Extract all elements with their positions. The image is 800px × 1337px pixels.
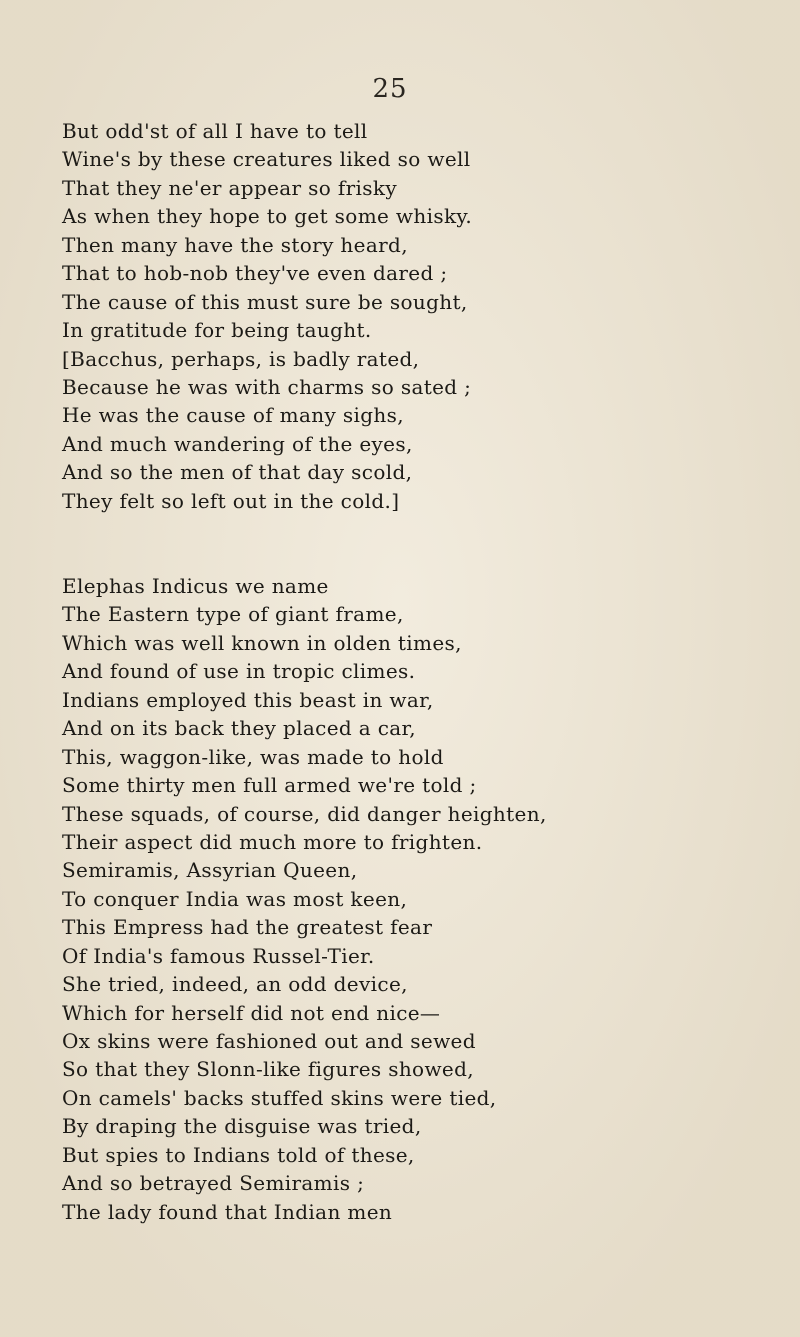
verse-line: Their aspect did much more to frighten.	[62, 829, 483, 854]
verse-line: As when they hope to get some whisky.	[62, 204, 473, 229]
verse-line: On camels' backs stuffed skins were tied,	[62, 1085, 497, 1110]
verse-line: [Bacchus, perhaps, is badly rated,	[62, 346, 420, 371]
page-number: 25	[372, 74, 408, 104]
verse-line: So that they Slonn-like figures showed,	[62, 1057, 474, 1082]
verse-line: Elephas Indicus we name	[62, 574, 329, 598]
verse-line: These squads, of course, did danger heighten,	[62, 801, 547, 826]
verse-line: Some thirty men full armed we're told ;	[62, 773, 477, 798]
verse-line: And on its back they placed a car,	[62, 716, 416, 741]
verse-line: Which for herself did not end nice—	[62, 1000, 441, 1025]
verse-line: Of India's famous Russel-Tier.	[62, 943, 375, 968]
verse-line: They felt so left out in the cold.]	[62, 488, 400, 513]
verse-line: The Eastern type of giant frame,	[62, 602, 404, 627]
verse-line: This Empress had the greatest fear	[62, 915, 433, 940]
verse-line: She tried, indeed, an odd device,	[62, 972, 408, 997]
verse-line: In gratitude for being taught.	[62, 318, 372, 343]
verse-line: Semiramis, Assyrian Queen,	[62, 858, 358, 883]
verse-line: Which was well known in olden times,	[62, 630, 462, 655]
verse-line: The cause of this must sure be sought,	[62, 289, 468, 314]
verse-line: But odd'st of all I have to tell	[62, 119, 368, 143]
stanza-1	[62, 117, 472, 515]
verse-line: And so betrayed Semiramis ;	[62, 1171, 365, 1196]
verse-line: He was the cause of many sighs,	[62, 403, 404, 428]
verse-line: And much wandering of the eyes,	[62, 431, 413, 456]
verse-line: The lady found that Indian men	[62, 1199, 393, 1224]
verse-line: That they ne'er appear so frisky	[62, 175, 398, 200]
verse-line: Because he was with charms so sated ;	[62, 374, 472, 399]
verse-line: But spies to Indians told of these,	[62, 1142, 415, 1167]
verse-line: And found of use in tropic climes.	[62, 659, 416, 684]
verse-line: This, waggon-like, was made to hold	[62, 744, 444, 769]
verse-line: Wine's by these creatures liked so well	[62, 147, 471, 172]
verse-line: Indians employed this beast in war,	[62, 687, 434, 712]
verse-line: And so the men of that day scold,	[62, 460, 413, 485]
verse-line: Ox skins were fashioned out and sewed	[62, 1029, 476, 1053]
verse-line: By draping the disguise was tried,	[62, 1114, 422, 1139]
verse-line: Then many have the story heard,	[62, 232, 408, 257]
verse-line: That to hob-nob they've even dared ;	[62, 261, 448, 286]
verse-line: To conquer India was most keen,	[62, 886, 408, 911]
stanza-2	[62, 572, 547, 1226]
